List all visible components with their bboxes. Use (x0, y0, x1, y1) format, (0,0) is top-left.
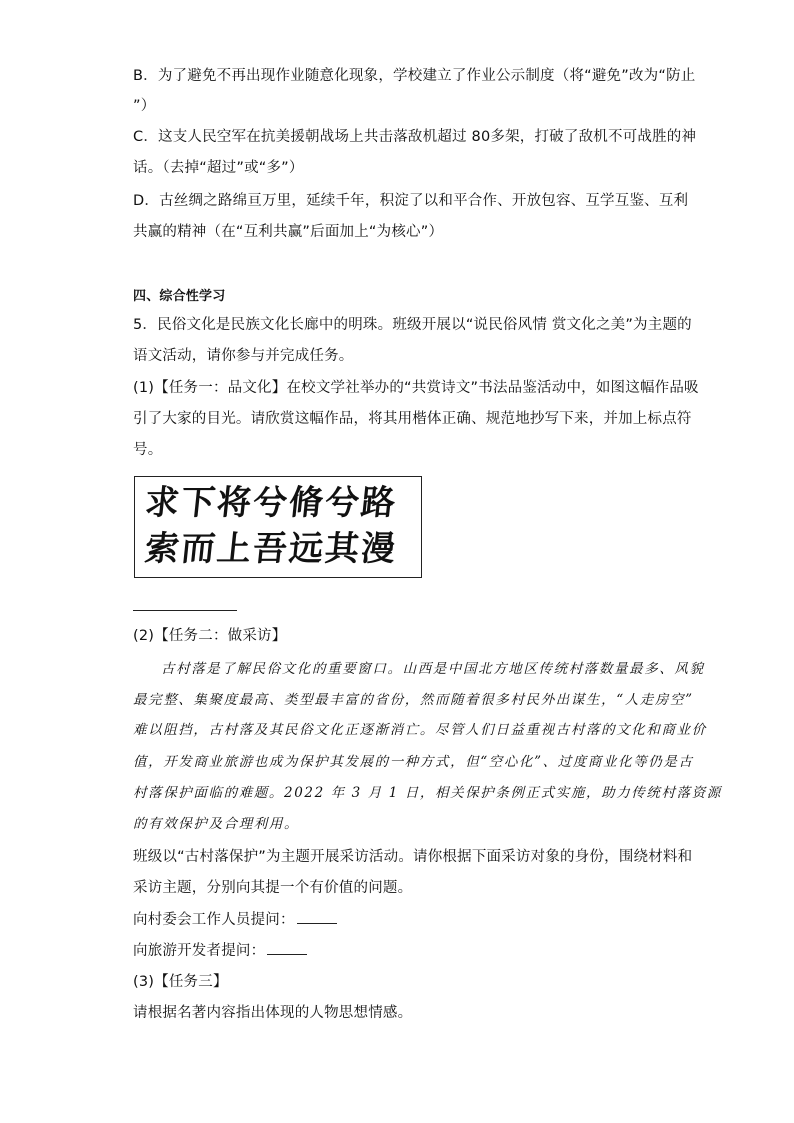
passage-line-1: 古村落是了解民俗文化的重要窗口。山西是中国北方地区传统村落数量最多、风貌 (161, 661, 705, 677)
passage-line-2: 最完整、集聚度最高、类型最丰富的省份，然而随着很多村民外出谋生，“人走房空” (133, 692, 694, 708)
ask-developer-label: 向旅游开发者提问： (133, 943, 266, 959)
task3-line1: 请根据名著内容指出体现的人物思想情感。 (133, 1005, 413, 1021)
option-d-line2: 共赢的精神（在“互利共赢”后面加上“为核心”） (133, 224, 444, 240)
task1-line2: 引了大家的目光。请欣赏这幅作品，将其用楷体正确、规范地抄写下来，并加上标点符 (133, 411, 692, 427)
calligraphy-artwork (134, 476, 422, 578)
task1-line3: 号。 (133, 442, 163, 458)
task2-line2: 采访主题，分别向其提一个有价值的问题。 (133, 880, 413, 896)
ask-tourism-developer (133, 940, 307, 961)
task2-title: (2)【任务二：做采访】 (133, 628, 287, 644)
option-b-line2: ”） (133, 98, 156, 114)
option-d-line1: D．古丝绸之路绵亘万里，延续千年，积淀了以和平合作、开放包容、互学互鉴、互利 (133, 193, 689, 209)
task3-title: (3)【任务三】 (133, 974, 228, 990)
option-c-line1: C．这支人民空军在抗美援朝战场上共击落敌机超过 80多架，打破了敌机不可战胜的神 (133, 129, 697, 145)
section-title: 四、综合性学习 (133, 289, 226, 304)
task2-line1: 班级以“古村落保护”为主题开展采访活动。请你根据下面采访对象的身份，围绕材料和 (133, 849, 693, 865)
answer-blank-line[interactable] (133, 610, 237, 611)
passage-line-4: 值，开发商业旅游也成为保护其发展的一种方式，但“空心化”、过度商业化等仍是古 (133, 754, 694, 770)
passage-line-5: 村落保护面临的难题。2022 年 3 月 1 日，相关保护条例正式实施，助力传统村落资源 (133, 785, 722, 801)
ask-village-committee (133, 909, 337, 930)
passage-line-3: 难以阻挡，古村落及其民俗文化正逐渐消亡。尽管人们日益重视古村落的文化和商业价 (133, 722, 707, 738)
calligraphy-row-2: 索而上吾远其漫 (142, 529, 400, 569)
task1-line1: (1)【任务一：品文化】在校文学社举办的“共赏诗文”书法品鉴活动中，如图这幅作品吸 (133, 380, 699, 396)
passage-line-6: 的有效保护及合理利用。 (133, 816, 300, 832)
question-5-line1: 5．民俗文化是民族文化长廊中的明珠。班级开展以“说民俗风情 赏文化之美”为主题的 (133, 317, 692, 333)
calligraphy-row-1: 求下将兮脩兮路 (142, 483, 400, 523)
ask-village-label: 向村委会工作人员提问： (133, 912, 295, 928)
question-5-line2: 语文活动，请你参与并完成任务。 (133, 348, 354, 364)
ask-developer-blank[interactable] (267, 940, 307, 955)
ask-village-blank[interactable] (297, 909, 337, 924)
option-b-line1: B．为了避免不再出现作业随意化现象，学校建立了作业公示制度（将“避免”改为“防止 (133, 68, 696, 84)
option-c-line2: 话。（去掉“超过”或“多”） (133, 160, 304, 176)
